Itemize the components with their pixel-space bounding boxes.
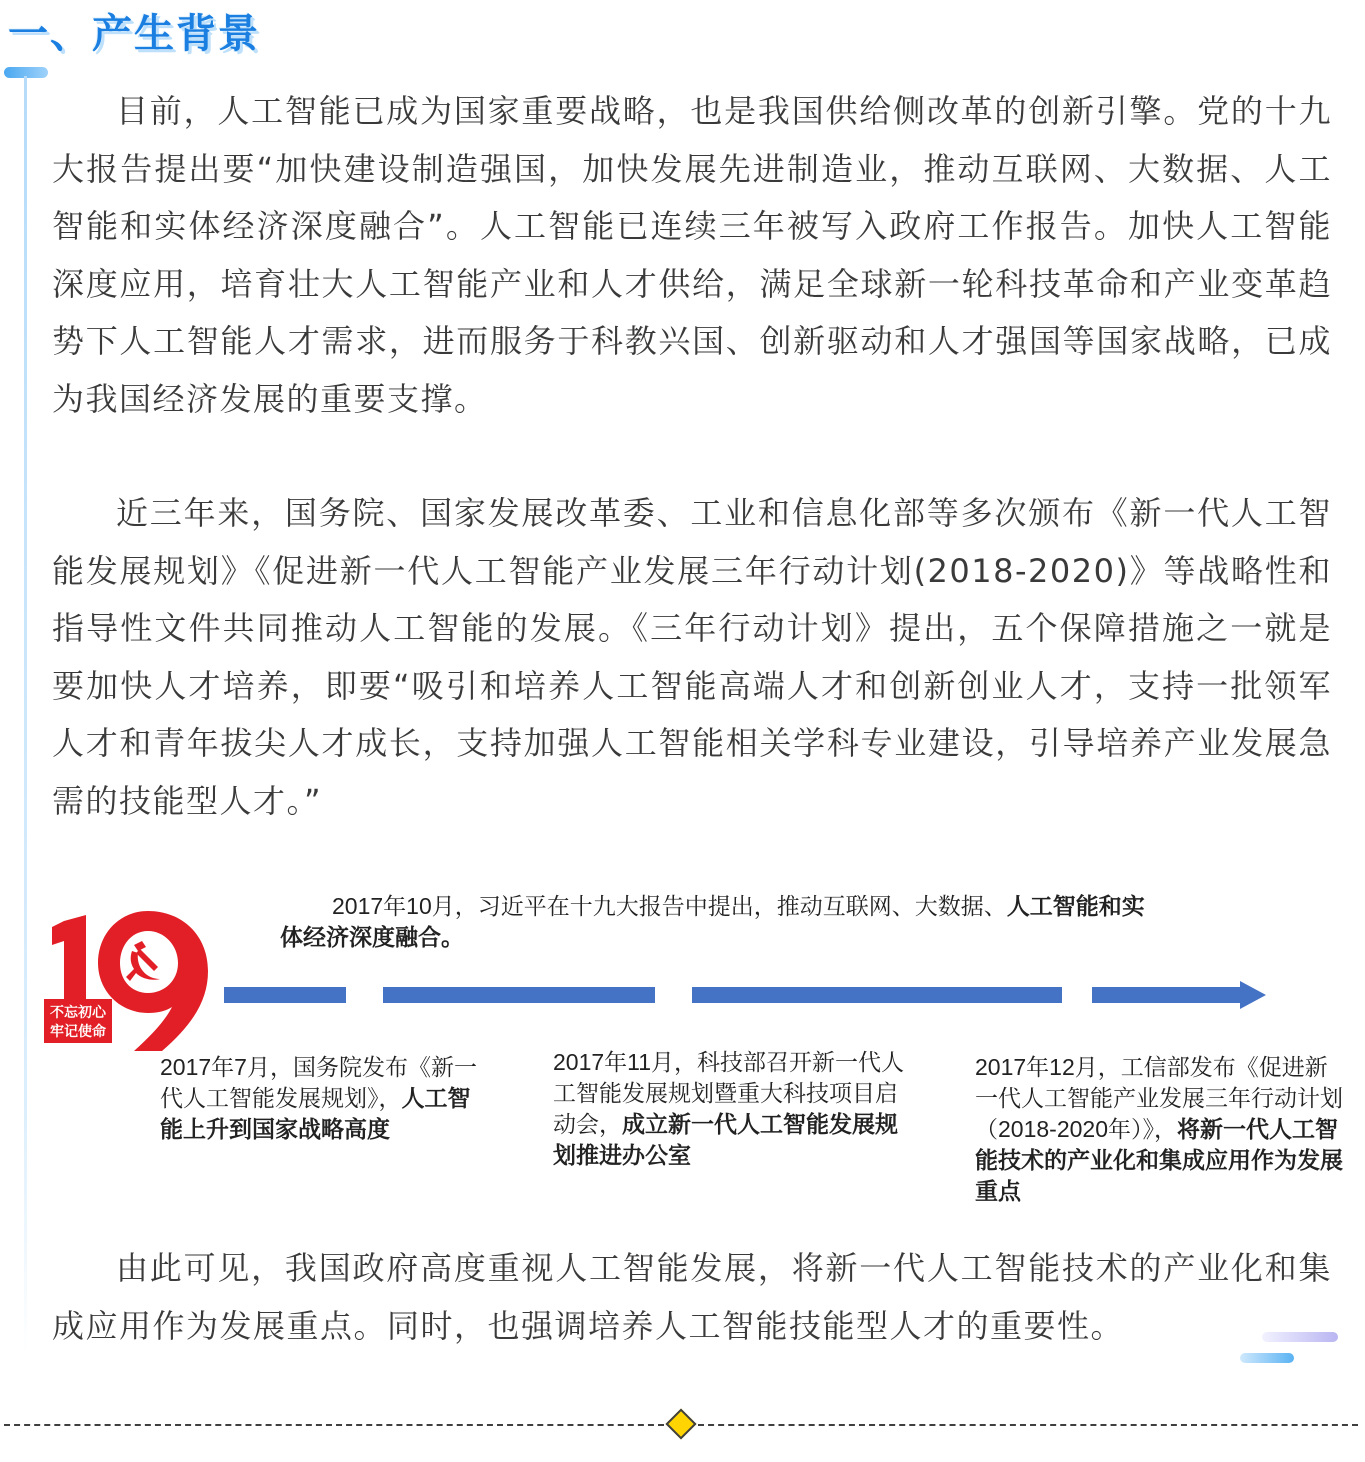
end-decoration-bar bbox=[1262, 1332, 1338, 1342]
section-divider-right bbox=[698, 1424, 1358, 1426]
top-event-bold-2: 体经济深度融合。 bbox=[280, 924, 464, 950]
section-divider-left bbox=[4, 1424, 664, 1426]
event-text: 2017年11月，科技部召开新一代人工智能发展规划暨重大科技项目启动会， bbox=[553, 1049, 905, 1137]
hammer-sickle-icon bbox=[126, 941, 160, 981]
left-rail-decoration bbox=[24, 76, 27, 1356]
event-text: 2017年12月，工信部发布《促进新一代人工智能产业发展三年行动计划（2018-2020年）》， bbox=[975, 1054, 1343, 1142]
event-highlight: 成立新一代人工智能发展规划推进办公室 bbox=[553, 1111, 898, 1168]
party-congress-19-emblem bbox=[42, 901, 210, 1051]
timeline-event-2017-12 bbox=[975, 1052, 1345, 1207]
top-event-bold-1: 人工智能和实 bbox=[1006, 893, 1145, 919]
timeline-arrow-icon bbox=[1240, 981, 1266, 1009]
paragraph-background: 目前，人工智能已成为国家重要战略，也是我国供给侧改革的创新引擎。党的十九大报告提出要“加快建设制造强国，加快发展先进制造业，推动互联网、大数据、人工智能和实体经济深度融合”。人工智能已连续三年被写入政府工作报告。加快人工智能深度应用，培育壮大人工智能产业和人才供给，满足全球新一轮科技革命和产业变革趋势下人工智能人才需求，进而服务于科教兴国、创新驱动和人才强国等国家战略，已成为我国经济发展的重要支撑。 bbox=[52, 92, 1332, 418]
emblem-slogan-line1: 不忘初心 bbox=[50, 1005, 106, 1021]
divider-diamond-icon bbox=[665, 1408, 696, 1439]
timeline-segment bbox=[692, 987, 1062, 1003]
event-highlight: 人工智能上升到国家战略高度 bbox=[160, 1085, 471, 1142]
section-title: 一、产生背景 bbox=[8, 11, 260, 57]
paragraph-policy: 近三年来，国务院、国家发展改革委、工业和信息化部等多次颁布《新一代人工智能发展规划》《促进新一代人工智能产业发展三年行动计划(2018-2020)》等战略性和指导性文件共同推动人工智能的发展。《三年行动计划》提出，五个保障措施之一就是要加快人才培养，即要“吸引和培养人工智能高端人才和创新创业人才，支持一批领军人才和青年拔尖人才成长，支持加强人工智能相关学科专业建设，引导培养产业发展急需的技能型人才。” bbox=[52, 494, 1332, 820]
timeline-top-event bbox=[280, 891, 1260, 953]
emblem-slogan-line2: 牢记使命 bbox=[50, 1024, 106, 1040]
event-highlight: 将新一代人工智能技术的产业化和集成应用作为发展重点 bbox=[975, 1116, 1343, 1204]
timeline-figure bbox=[30, 885, 1350, 1215]
timeline-segment bbox=[1092, 987, 1242, 1003]
event-text: 2017年7月，国务院发布《新一代人工智能发展规划》， bbox=[160, 1054, 477, 1111]
timeline-segment bbox=[383, 987, 655, 1003]
end-decoration-bar bbox=[1240, 1353, 1294, 1363]
timeline-event-2017-07 bbox=[160, 1052, 480, 1145]
top-event-text: 2017年10月，习近平在十九大报告中提出，推动互联网、大数据、 bbox=[332, 893, 1007, 919]
timeline-segment bbox=[224, 987, 346, 1003]
timeline-event-2017-11 bbox=[553, 1047, 913, 1171]
paragraph-conclusion: 由此可见，我国政府高度重视人工智能发展，将新一代人工智能技术的产业化和集成应用作为发展重点。同时，也强调培养人工智能技能型人才的重要性。 bbox=[52, 1249, 1332, 1345]
